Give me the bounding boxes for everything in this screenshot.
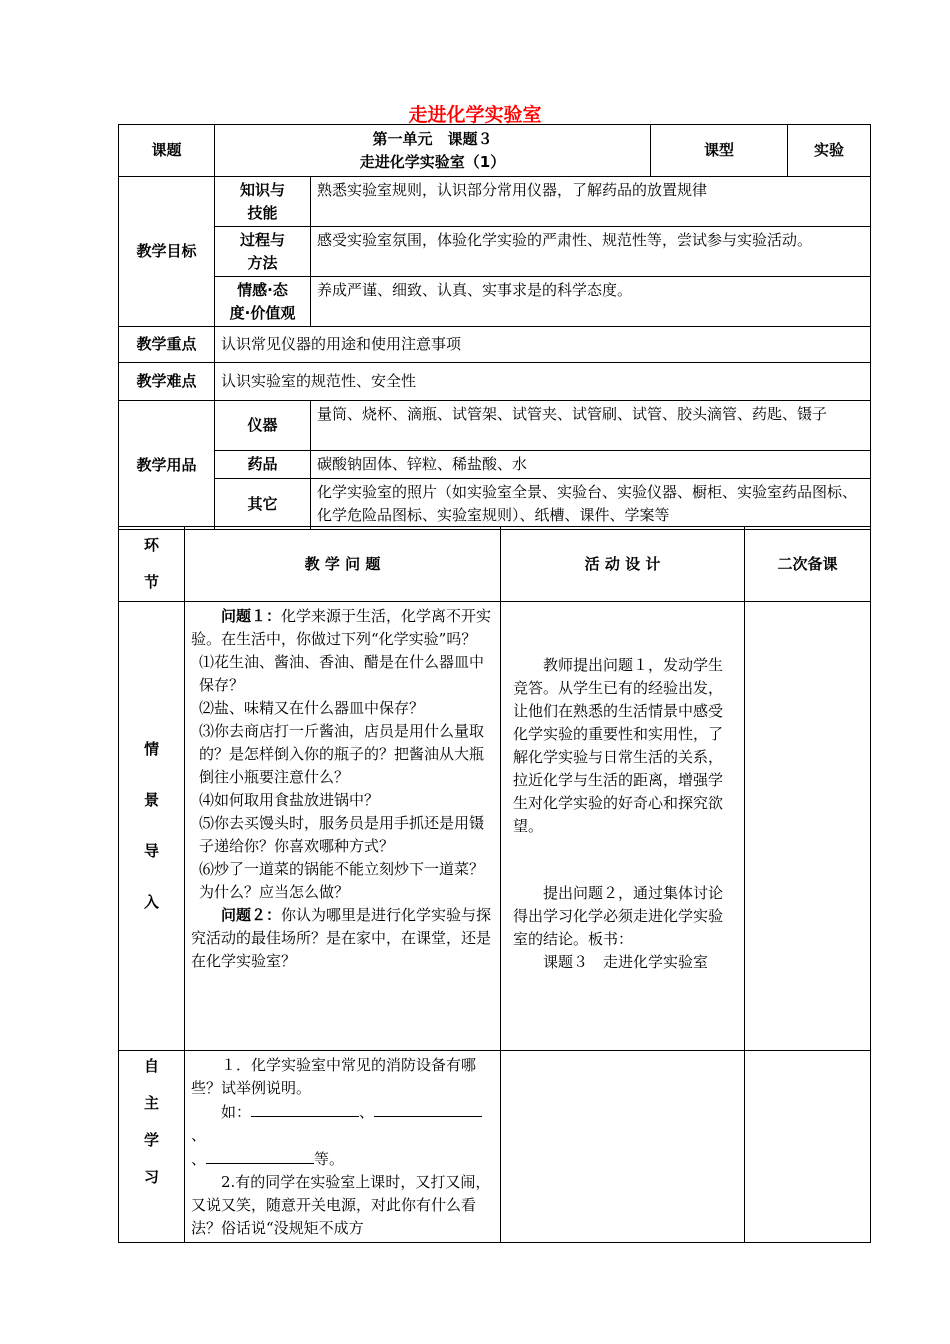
- topic-line-1: 第一单元 课题３: [372, 129, 493, 148]
- stage-self-study: [119, 1051, 185, 1243]
- topic-line-2: 走进化学实验室（1）: [359, 152, 506, 171]
- goal-label-process: [215, 227, 311, 277]
- question-2-text: 你认为哪里是进行化学实验与探究活动的最佳场所？是在家中，在课堂，还是在化学实验室？: [191, 906, 492, 970]
- stage-header-char: 节: [143, 573, 159, 591]
- material-label-instruments: 仪器: [215, 401, 311, 451]
- answer-suffix: 等。: [314, 1150, 345, 1168]
- answer-blank-1[interactable]: [251, 1100, 359, 1117]
- goal-label-line: 情感·态: [237, 280, 288, 299]
- self-study-answer-line-2: [191, 1147, 494, 1171]
- stage-header-char: 环: [143, 536, 159, 554]
- key-point-text: 认识常见仪器的用途和使用注意事项: [215, 327, 871, 363]
- stage-char: 习: [143, 1168, 159, 1186]
- answer-blank-3[interactable]: [206, 1147, 314, 1164]
- goal-label-knowledge: [215, 177, 311, 227]
- document-title: 走进化学实验室: [408, 104, 542, 126]
- topic-value: [215, 125, 651, 177]
- difficulty-text: 认识实验室的规范性、安全性: [215, 363, 871, 401]
- process-table: [118, 526, 871, 1243]
- self-study-item-1: １．化学实验室中常见的消防设备有哪些？试举例说明。: [191, 1056, 477, 1097]
- answer-blank-2[interactable]: [374, 1100, 482, 1117]
- key-point-label: 教学重点: [119, 327, 215, 363]
- material-label-chemicals: 药品: [215, 451, 311, 479]
- info-table: [118, 124, 871, 530]
- question-1-label: 问题１：: [221, 607, 282, 625]
- goal-text-process: 感受实验室氛围，体验化学实验的严肃性、规范性等，尝试参与实验活动。: [311, 227, 871, 277]
- separator: 、: [191, 1126, 207, 1144]
- separator: 、: [191, 1150, 207, 1168]
- goals-label: 教学目标: [119, 177, 215, 327]
- question-item: ⑴花生油、酱油、香油、醋是在什么器皿中保存？: [199, 653, 485, 694]
- question-2-label: 问题２：: [221, 906, 282, 924]
- goal-label-line: 方法: [247, 253, 278, 272]
- question-item: ⑹炒了一道菜的锅能不能立刻炒下一道菜？为什么？应当怎么做？: [199, 860, 485, 901]
- materials-label: 教学用品: [119, 401, 215, 530]
- intro-second-prep: [745, 602, 871, 1051]
- topic-label: 课题: [119, 125, 215, 177]
- intro-questions: [185, 602, 501, 1051]
- question-item: ⑸你去买馒头时，服务员是用手抓还是用镊子递给你？你喜欢哪种方式？: [199, 814, 485, 855]
- question-1-text: 化学来源于生活，化学离不开实验。在生活中，你做过下列“化学实验”吗？: [191, 607, 492, 648]
- activity-text-1: 教师提出问题１，发动学生竞答。从学生已有的经验出发，让他们在熟悉的生活情景中感受化学实验的重要性和实用性，了解化学实验与日常生活的关系，拉近化学与生活的距离，增强学生对化学实验的好奇心和探究欲望。: [513, 656, 724, 835]
- goal-text-emotion: 养成严谨、细致、认真、实事求是的科学态度。: [311, 277, 871, 327]
- material-text-other: 化学实验室的照片（如实验室全景、实验台、实验仪器、橱柜、实验室药品图标、化学危险品图标、实验室规则）、纸槽、课件、学案等: [311, 479, 871, 530]
- goal-label-line: 过程与: [239, 230, 285, 249]
- goal-label-line: 度·价值观: [229, 303, 296, 322]
- question-2: [191, 904, 494, 973]
- question-1: [191, 605, 494, 651]
- type-label: 课型: [651, 125, 788, 177]
- activity-board-note: 课题３ 走进化学实验室: [543, 953, 709, 971]
- difficulty-label: 教学难点: [119, 363, 215, 401]
- stage-char: 景: [143, 791, 159, 809]
- self-study-questions: [185, 1051, 501, 1243]
- stage-header: [119, 527, 185, 602]
- material-text-instruments: 量筒、烧杯、滴瓶、试管架、试管夹、试管刷、试管、胶头滴管、药匙、镊子: [311, 401, 871, 451]
- question-item: ⑶你去商店打一斤酱油，店员是用什么量取的？是怎样倒入你的瓶子的？把酱油从大瓶倒往小瓶要注意什么？: [199, 722, 485, 786]
- self-study-answer-line: [191, 1100, 494, 1147]
- separator: 、: [359, 1103, 375, 1121]
- question-item: ⑵盐、味精又在什么器皿中保存？: [199, 699, 425, 717]
- question-header: 教 学 问 题: [185, 527, 501, 602]
- material-text-chemicals: 碳酸钠固体、锌粒、稀盐酸、水: [311, 451, 871, 479]
- activity-header: 活 动 设 计: [501, 527, 745, 602]
- stage-char: 主: [143, 1094, 159, 1112]
- stage-char: 学: [143, 1131, 159, 1149]
- self-study-item-2: 2.有的同学在实验室上课时，又打又闹，又说又笑，随意开关电源，对此你有什么看法？俗话说“没规矩不成方: [191, 1173, 491, 1237]
- type-value: 实验: [788, 125, 871, 177]
- goal-text-knowledge: 熟悉实验室规则，认识部分常用仪器，了解药品的放置规律: [311, 177, 871, 227]
- self-study-activity: [501, 1051, 745, 1243]
- stage-char: 入: [143, 893, 159, 911]
- question-item: ⑷如何取用食盐放进锅中？: [199, 791, 380, 809]
- goal-label-line: 知识与: [239, 180, 285, 199]
- self-study-second-prep: [745, 1051, 871, 1243]
- second-prep-header: 二次备课: [745, 527, 871, 602]
- goal-label-emotion: [215, 277, 311, 327]
- intro-activity: [501, 602, 745, 1051]
- goal-label-line: 技能: [247, 203, 278, 222]
- material-label-other: 其它: [215, 479, 311, 530]
- activity-text-2: 提出问题２，通过集体讨论得出学习化学必须走进化学实验室的结论。板书：: [513, 884, 724, 948]
- stage-char: 情: [143, 740, 159, 758]
- stage-char: 导: [143, 842, 159, 860]
- example-prefix: 如：: [221, 1103, 252, 1121]
- stage-intro: [119, 602, 185, 1051]
- stage-char: 自: [143, 1057, 159, 1075]
